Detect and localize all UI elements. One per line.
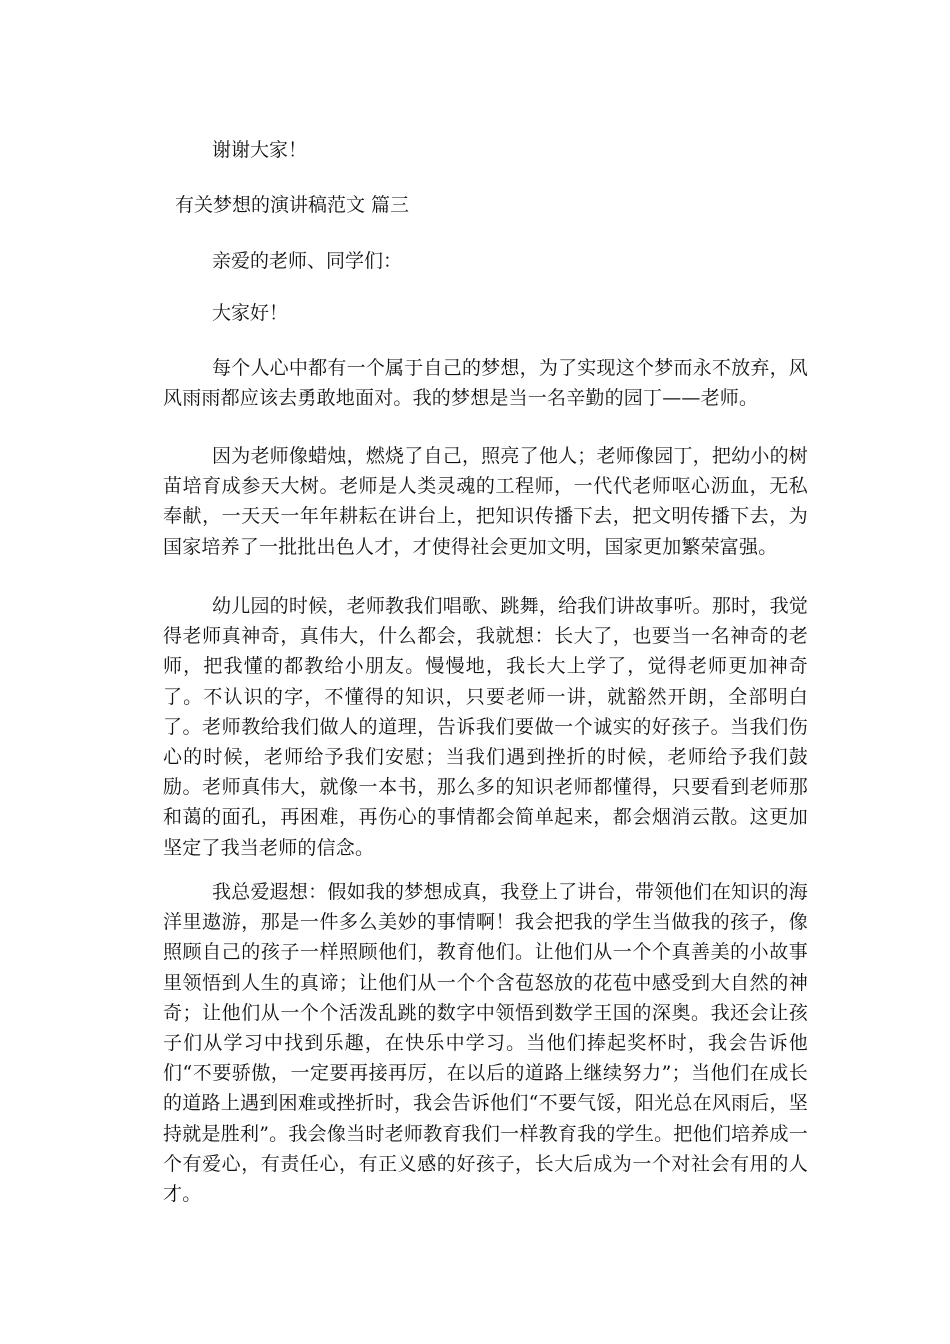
paragraph-1: 每个人心中都有一个属于自己的梦想，为了实现这个梦而永不放弃，风风雨雨都应该去勇敢地面对。我的梦想是当一名辛勤的园丁——老师。 <box>163 357 808 410</box>
paragraph-2: 因为老师像蜡烛，燃烧了自己，照亮了他人；老师像园丁，把幼小的树苗培育成参天大树。老师是人类灵魂的工程师，一代代老师呕心沥血，无私奉献，一天天一年年耕耘在讲台上，把知识传播下去，把文明传播下去，为国家培养了一批批出色人才，才使得社会更加文明，国家更加繁荣富强。 <box>163 445 808 558</box>
closing-line: 谢谢大家！ <box>212 139 308 161</box>
salutation-line: 亲爱的老师、同学们： <box>212 250 403 272</box>
greeting-line: 大家好！ <box>212 302 289 324</box>
section-title: 有关梦想的演讲稿范文 篇三 <box>175 194 410 216</box>
paragraph-3: 幼儿园的时候，老师教我们唱歌、跳舞，给我们讲故事听。那时，我觉得老师真神奇，真伟大，什么都会，我就想：长大了，也要当一名神奇的老师，把我懂的都教给小朋友。慢慢地，我长大上学了，觉得老师更加神奇了。不认识的字，不懂得的知识，只要老师一讲，就豁然开朗，全部明白了。老师教给我们做人的道理，告诉我们要做一个诚实的好孩子。当我们伤心的时候，老师给予我们安慰；当我们遇到挫折的时候，老师给予我们鼓励。老师真伟大，就像一本书，那么多的知识老师都懂得，只要看到老师那和蔼的面孔，再困难，再伤心的事情都会简单起来，都会烟消云散。这更加坚定了我当老师的信念。 <box>163 595 808 859</box>
paragraph-4: 我总爱遐想：假如我的梦想成真，我登上了讲台，带领他们在知识的海洋里遨游，那是一件多么美妙的事情啊！我会把我的学生当做我的孩子，像照顾自己的孩子一样照顾他们，教育他们。让他们从一个个真善美的小故事里领悟到人生的真谛；让他们从一个个含苞怒放的花苞中感受到大自然的神奇；让他们从一个个活泼乱跳的数字中领悟到数学王国的深奥。我还会让孩子们从学习中找到乐趣，在快乐中学习。当他们捧起奖杯时，我会告诉他们“不要骄傲，一定要再接再厉，在以后的道路上继续努力”；当他们在成长的道路上遇到困难或挫折时，我会告诉他们“不要气馁，阳光总在风雨后，坚持就是胜利”。我会像当时老师教育我们一样教育我的学生。把他们培养成一个有爱心，有责任心，有正义感的好孩子，长大后成为一个对社会有用的人才。 <box>163 881 808 1206</box>
